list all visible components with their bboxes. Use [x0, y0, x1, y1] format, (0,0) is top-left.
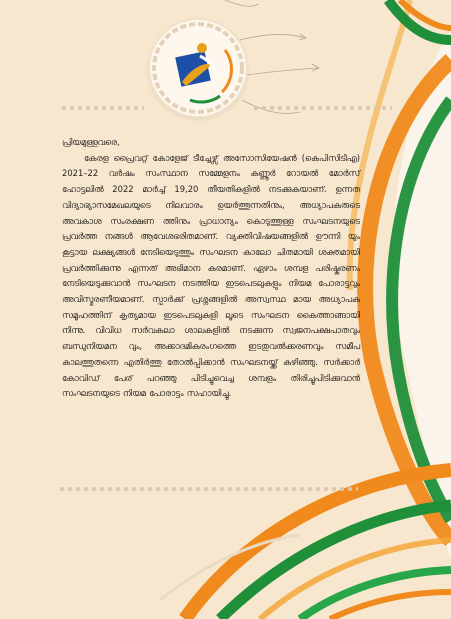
kpcta-emblem-icon: [150, 20, 246, 116]
letter-content: [62, 135, 360, 402]
dotted-divider-top-right: [252, 104, 392, 112]
dotted-divider-top-left: [60, 104, 144, 112]
letter-body: കേരള പ്രൈവറ്റ് കോളേജ് ടീച്ചേഴ്സ് അസോസിയേഷൻ (കെപിസിടിഎ) 2021–22 വർഷം സംസ്ഥാന സമ്മേളനം കണ്ണൂർ റോയൽ മോർസ് ഹോട്ടലിൽ 2022 മാർച്ച് 19,20 തീയതികളിൽ നടക്കുകയാണ്. ഉന്നത വിദ്യാഭ്യാസമേഖലയുടെ നിലവാരം ഉയർത്തുന്നതിനും, അധ്യാപകരുടെ അവകാശ സംരക്ഷണ ത്തിനും പ്രാധാന്യം കൊടുത്തുള്ള സംഘടനയുടെ പ്രവർത്ത നങ്ങൾ ആവേശഭരിതമാണ്. വ്യക്തിവിഷയങ്ങളിൽ ഊന്നി യും കൂട്ടായ ലക്ഷ്യങ്ങൾ നേടിയെടുത്തും സംഘടന കാലോ ചിതമായി ശക്തമായി പ്രവർത്തിക്കുന്നു എന്നത് അഭിമാന കരമാണ്. ഏഴാം ശമ്പള പരിഷ്കരണം നേടിയെടുക്കുവാൻ സംഘടന നടത്തിയ ഇടപെടലുകളും നിയമ പോരാട്ടവും അവിസ്മരണീയമാണ്. സ്പാർക്ക് പ്രശ്നങ്ങളിൽ അസ്വസ്ഥ മായ അധ്യാപക സമൂഹത്തിന് കൃത്യമായ ഇടപെടലുകളി ലൂടെ സംഘടന കൈത്താങ്ങായി നിന്നു. വിവിധ സർവകലാ ശാലകളിൽ നടക്കുന്ന സ്വജനപക്ഷപാതവും ബന്ധുനിയമന വും, അക്കാദമികരംഗത്തെ ഇടതുവൽക്കരണവും സമീപ കാലത്തുതന്നെ എതിർത്തു തോൽപ്പിക്കാൻ സംഘടനയ്ക്ക് കഴിഞ്ഞു. സർക്കാർ കോവിഡ് പേര് പറഞ്ഞു പിടിച്ചുവെച്ച ശമ്പളം തിരിച്ചുപിടിക്കുവാൻ സംഘടനയുടെ നിയമ പോരാട്ടം സഹായിച്ചു.: [62, 152, 360, 399]
dotted-divider-bottom: [58, 485, 358, 493]
letter-salutation: പ്രിയമുള്ളവരെ,: [62, 137, 120, 147]
kpcta-logo: [150, 20, 246, 116]
